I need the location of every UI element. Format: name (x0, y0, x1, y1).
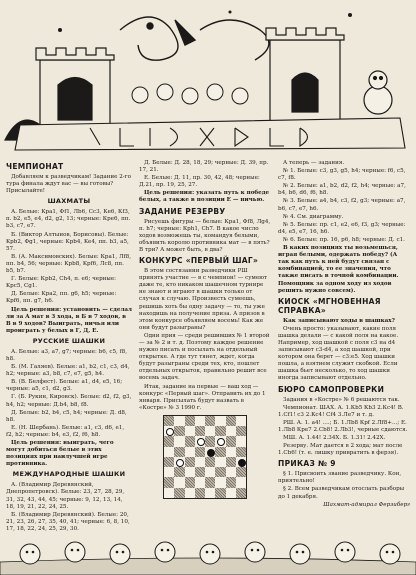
board-square-h1 (236, 488, 246, 498)
checkers-problem-a: А. Белые: а3, а7, g7; черные: b6, с5, f8, h8. (6, 348, 127, 362)
board-square-b1 (174, 488, 184, 498)
board-square-c4 (185, 457, 195, 467)
self-check-chess: Чемпионат. ШАХ. А. 1.Кb5 Кb3 2.Кс4! В. 1.Сf1! с3 2.Кс4! Сf4 3.Ле7 и т. д. (278, 404, 404, 418)
board-square-a1 (164, 488, 174, 498)
order-item-2: § 2. Всем разведчикам отослать разборы до 1 декабря. (278, 486, 405, 500)
section-heading-order: ПРИКАЗ № 9 (278, 459, 336, 469)
intl-problem-f: Е. Белые: Д. 11, пр. 30, 42, 48; черные: Д.21, пр. 19, 25, 27. (139, 175, 260, 189)
board-square-h3 (236, 467, 246, 477)
board-square-b2 (174, 477, 184, 487)
self-check-msh: МШ. А. 1.44! 2.34Х. Б. 1.31! 2.42Х. (283, 435, 386, 441)
first-step-deadline: Итак, задание на первые — ваш ход — конкурс «Первый шаг». Отправить их до 1 января. Присылать будут назвать в «Костре» № 3 1990 г. (139, 383, 266, 411)
chess-problem-b: Б. (Виктор Алтынов, Борисовы). Белые: Kpb2, Фg1, черные: Kpb4, Ke4, пп. b3, a5, 57. (6, 231, 129, 252)
checkers-diagram (163, 415, 247, 499)
self-check-intro: Задания в «Костре» № 6 решаются так. (283, 396, 400, 403)
board-square-d4 (195, 457, 205, 467)
column-3 (278, 160, 410, 510)
checker-piece-black (238, 459, 246, 467)
chess-problem-a: А. Белые: Кра1, Фf1, Лb6, Сс3, Ке6, Кf3, п. b2, е5, e4, d2, g2, 13; черные: Кре6, пп. b3, c7, e7. (6, 209, 131, 230)
board-square-h7 (236, 426, 246, 436)
board-square-c2 (185, 477, 195, 487)
checker-piece-black (207, 449, 215, 457)
board-square-b6 (174, 436, 184, 446)
checkers-problem-e: Д. Белые: b2, b4, c5, h4; черные: Д. d8, h8. (6, 409, 127, 423)
board-square-h6 (236, 436, 246, 446)
kiosk-question: Как записывают ходы в шашках? (283, 317, 395, 324)
board-square-a3 (164, 467, 174, 477)
checkers-problem-d: Г. (Б. Рукин, Кировск). Белые: d2, f2, g3, h4, h2; черные: Д.b4, b8, f8. (6, 394, 132, 408)
board-square-a2 (164, 477, 174, 487)
header-illustration (0, 0, 416, 158)
board-square-d2 (195, 477, 205, 487)
task-4: № 4. См. диаграмму. (283, 213, 344, 220)
board-square-g5 (226, 447, 236, 457)
board-square-b5 (174, 447, 184, 457)
board-square-h8 (236, 416, 246, 426)
kiosk-answer: Очень просто: указывают, какие поля шашка делали — с какой поля на какое. Например, ход шашкой с поля с3 на d4 записывают с3-d4, а ход шашкой, при котором она берет — с3:е5. Ход шашки пошла, а взятием служит скобкой. Если шашка бьет несколько, то ход шашки иногда записывают отдельно. (278, 325, 399, 382)
section-heading-reserve: ЗАДАНИЕ РЕЗЕРВУ (139, 206, 226, 216)
board-square-d6 (195, 436, 205, 446)
order-signature: Шахмат-адмирал Ферзиберг (323, 501, 410, 508)
subheading-russian-checkers: РУССКИЕ ШАШКИ (32, 336, 106, 345)
self-check-reserve: Резерву. Мат дается в 2 хода; мат после 1.Сb6! (т. е. лишку привратить в ферзя). (278, 443, 403, 457)
board-square-g6 (226, 436, 236, 446)
board-square-d1 (195, 488, 205, 498)
board-square-g2 (226, 477, 236, 487)
intro-paragraph: Добавляем к разведчикам! Задание 2-го тура финала ждут вас — вы готовы? Присылайте! (6, 174, 131, 195)
chess-problem-d: Г. Белые: Кpb2, Сh4, п. e6; черные: Kpc5, Cg1. (6, 276, 117, 290)
checker-piece-white (176, 459, 184, 467)
intl-problem-e: Д. Белые: Д. 28, 18, 29; черные: Д. 39, пр. 17, 21. (139, 160, 269, 174)
chess-problem-c: В. (А. Максимовских). Белые: Кра1, Лf8, пп. b4, 56; черные: Крb8, Kpf6, Лс8, пп. b5, b7. (6, 253, 132, 275)
board-square-e3 (205, 467, 215, 477)
board-square-g3 (226, 467, 236, 477)
board-square-g7 (226, 426, 236, 436)
board-square-g1 (226, 488, 236, 498)
intl-problem-b: Б. (Владимир Деревянский). Белые: 20, 21, 23, 26, 27, 35, 40, 41; черные: 6, 8, 10, 17, 18, 22, 24, 25, 29, 30. (6, 511, 130, 532)
checker-piece-white (166, 428, 174, 436)
checker-piece-white (217, 438, 225, 446)
board-square-d5 (195, 447, 205, 457)
board-square-g4 (226, 457, 236, 467)
board-square-b3 (174, 467, 184, 477)
reserve-task: Рисуешь фигуры — белые: Кра1, Фf8, Лg4, п. h7; черные: Крh1, Сh7. В какое число ходов возможешь ты, командуя белыми, объявить королю противника мат — в пять? В три? А может быть, в два? (139, 218, 271, 253)
board-square-e8 (205, 416, 215, 426)
task-1: № 1. Белые: с3, g3, g5, h4; черные: f6, с5, с7, f8. (278, 168, 406, 182)
subheading-international-checkers: МЕЖДУНАРОДНЫЕ ШАШКИ (12, 470, 126, 479)
board-square-e6 (205, 436, 215, 446)
first-step-intro: В этом состязании разведчики РШ принять участие — в с чемпион! — сумеют даже те, кто никаком шашечном турнире не знают и играют в шашки только от случая к случаю. Произвесть сумеешь, решишь хоть бы одну задачу — то, ты уже находишь на получение приза. А призов в этом конкурсе объявляем восемь! Как же они будут разыграны? (139, 268, 268, 331)
board-square-g8 (226, 416, 236, 426)
board-square-d3 (195, 467, 205, 477)
board-square-h2 (236, 477, 246, 487)
board-square-d8 (195, 416, 205, 426)
checker-piece-white (197, 438, 205, 446)
tasks-question: В каких позициях ты возьмешься, играя белыми, одержать победу? (А так как путь к ней будут связан с комбинацией, то ее значения, что также писать в точной комбинации. Помощник за одном ходу из ходов решить нужно совсем). (278, 245, 399, 294)
board-square-a8 (164, 416, 174, 426)
task-2: № 2. Белые: а1, b2, d2, f2, h4; черные: а7, b4, b6, d6, f6, h8. (278, 183, 406, 197)
checkers-problem-f: Е. (Н. Шербань). Белые: а1, с3, d6, e1, f2, h2; черные: b4, е3, f2, f6, h8. (6, 424, 125, 438)
intl-problem-a: А. (Владимир Деревянский, Днепропетровск). Белые: 23, 27, 28, 29, 31, 32, 43, 44, 45; черные: 9, 12, 13, 14, 18, 19, 21, 22, 24, 25. (6, 482, 125, 510)
column-2 (139, 160, 271, 499)
board-square-f7 (215, 426, 225, 436)
board-square-c8 (185, 416, 195, 426)
checkers-problem-b: Б. (М. Галяев). Белые: а1, b2, с1, с3, d4, h2; черные: а3, b8, с7, е7, g5, h4. (6, 364, 130, 378)
order-item-1: § 1. Присвоить звание разведчику. Кон, приятельно! (278, 471, 402, 485)
board-square-b8 (174, 416, 184, 426)
board-square-d7 (195, 426, 205, 436)
chess-problem-e: Д. Белые: Kpa2, пп. g6, h5; черные: Kpf6, пп. g7, h6. (6, 291, 117, 305)
checkers-goal: Цель решения: выиграть, чего могут добиться белые в этих позициях при наилучшей игре противника. (6, 440, 114, 468)
board-square-a7 (164, 426, 174, 436)
board-square-f4 (215, 457, 225, 467)
board-square-f5 (215, 447, 225, 457)
intl-goal: Цель решения: указать путь к победе белых, а также в позиции Е — ничью. (139, 190, 270, 204)
board-square-a4 (164, 457, 174, 467)
board-square-e4 (205, 457, 215, 467)
board-square-f2 (215, 477, 225, 487)
board-square-a6 (164, 436, 174, 446)
board-square-a5 (164, 447, 174, 457)
board-square-c3 (185, 467, 195, 477)
first-step-rules: Одни прия — среди решивших № 1 второй — за № 2 и т. д. Поэтому каждое решение нужно писать и посылать на отдельный открытке. А где тут тянет, ждет, когда будут разыграны среди тех, кто, пошлет отдельных открыток, правильно решит все восемь задач. (139, 332, 270, 382)
checkers-problem-c: В. (В. Белфест). Белые: а1, d4, e5, 16; черные: а5, c1, d2, g3. (6, 379, 123, 393)
board-square-c7 (185, 426, 195, 436)
board-square-h5 (236, 447, 246, 457)
board-square-e1 (205, 488, 215, 498)
board-square-e2 (205, 477, 215, 487)
section-heading-kiosk: КИОСК «МГНОВЕННАЯ СПРАВКА» (278, 296, 381, 315)
board-square-f6 (215, 436, 225, 446)
footer-illustration (0, 532, 416, 575)
section-heading-first-step: КОНКУРС «ПЕРВЫЙ ШАГ» (139, 256, 259, 266)
task-6: № 6. Белые: пр. 16, р6, h8; черные: Д. с1. (283, 236, 405, 243)
section-heading-self-check: БЮРО САМОПРОВЕРКИ (278, 384, 385, 394)
board-square-b7 (174, 426, 184, 436)
board-square-f3 (215, 467, 225, 477)
chess-goal: Цель решения: установить — сделал ли за А мат в 3 хода, в Б в 7 ходов, в В в 9 ходов? Выиграть, ничья или проиграть у белых в Г, Д, Е. (6, 306, 132, 334)
subheading-chess: ШАХМАТЫ (47, 197, 91, 206)
task-3: № 3. Белые: а4, b4, c3, f2, g3; черные: а7, b6, c7, e7, h6. (278, 198, 406, 212)
tasks-intro: А теперь — задания. (283, 160, 345, 166)
board-square-e7 (205, 426, 215, 436)
task-5: № 5. Белые: пр. с1, e2, e6, f3, g3; черные: d4, e5, e7, 16, h6. (278, 221, 406, 235)
board-square-e5 (205, 447, 215, 457)
self-check-rsh: РШ. А. 1. а4! ....; Б. 1.Лb8 Крf 2.Лf8+...; Е. 1.Лb8 Кре7 2.Сb8! 2.Лb3!, черные сдаются. (278, 419, 408, 433)
board-square-f1 (215, 488, 225, 498)
board-square-c5 (185, 447, 195, 457)
board-grid (163, 415, 247, 499)
board-square-b4 (174, 457, 184, 467)
column-1 (6, 160, 132, 564)
board-square-h4 (236, 457, 246, 467)
board-square-c1 (185, 488, 195, 498)
section-heading-championship: ЧЕМПИОНАТ (6, 162, 64, 171)
board-square-c6 (185, 436, 195, 446)
board-square-f8 (215, 416, 225, 426)
